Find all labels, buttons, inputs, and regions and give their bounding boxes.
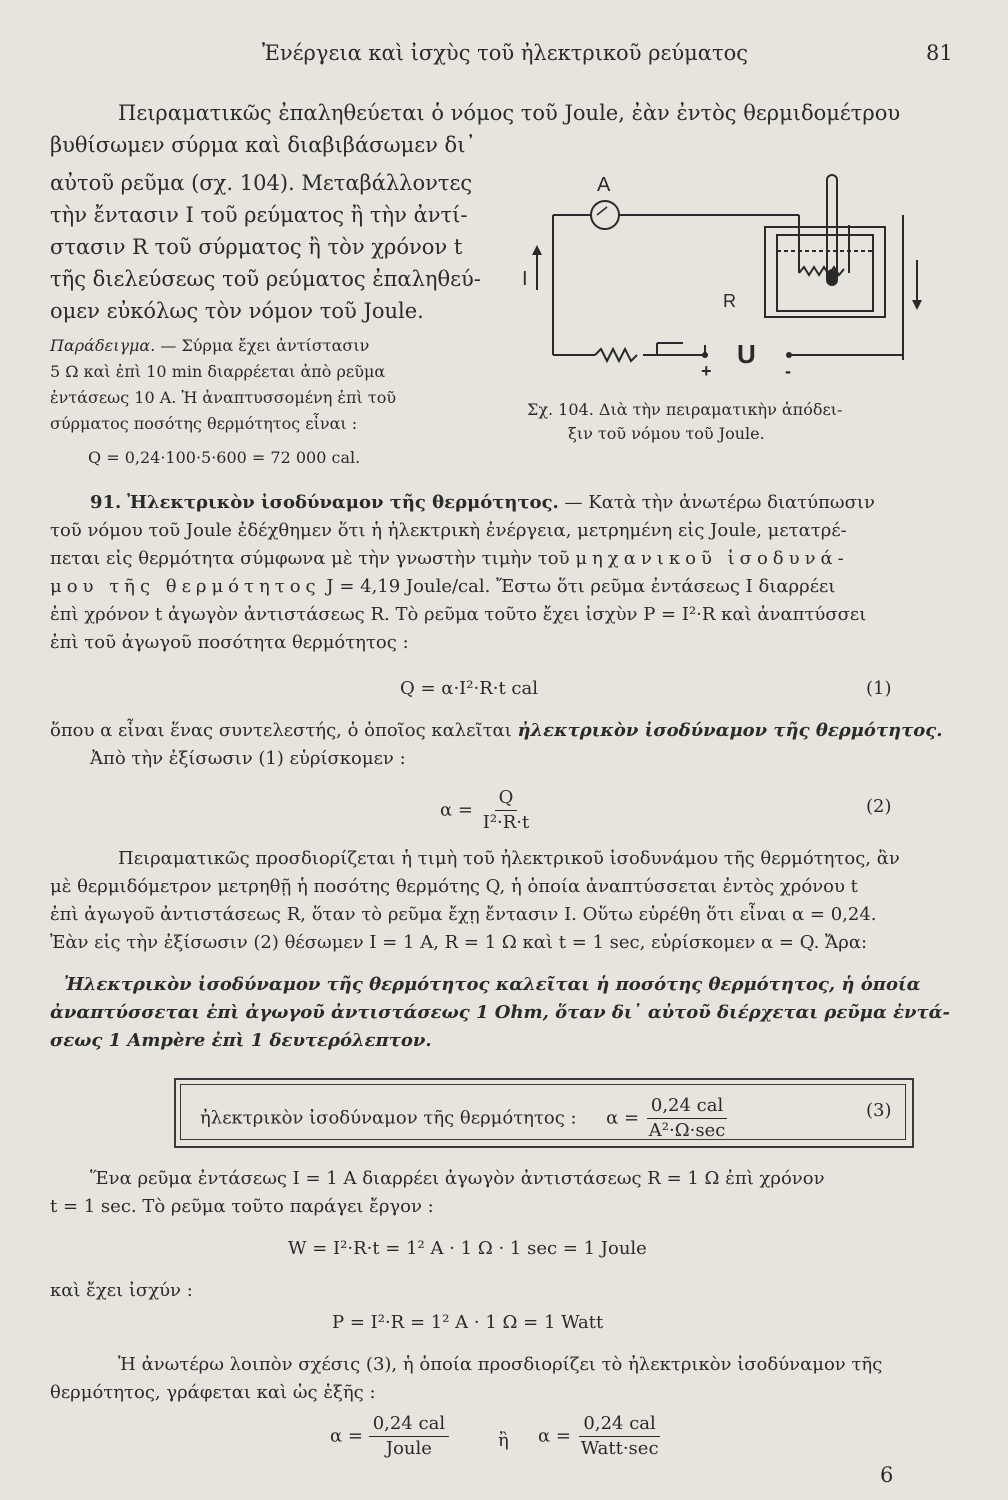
definition-line-1: Ἠλεκτρικὸν ἰσοδύναμον τῆς θερμότητος καλεῖται ἡ ποσότης θερμότητος, ἡ ὁποία	[64, 974, 921, 995]
eq3-lhs: α =	[606, 1107, 640, 1129]
eq2-numerator: Q	[495, 786, 518, 811]
definition-line-2: ἀναπτύσσεται ἐπὶ ἀγωγοῦ ἀντιστάσεως 1 Ohm, ὅταν δι᾽ αὐτοῦ διέρχεται ρεῦμα ἐντά-	[50, 1002, 950, 1023]
figure-caption-2: ξιν τοῦ νόμου τοῦ Joule.	[568, 424, 765, 443]
equation-3-number: (3)	[866, 1100, 892, 1121]
voltage-label: U	[737, 339, 756, 369]
section-line-4-text: J = 4,19 Joule/cal. Ἔστω ὅτι ρεῦμα ἐντάσεως I διαρρέει	[326, 576, 836, 597]
signature-mark: 6	[880, 1463, 894, 1487]
section-line-3-text: πεται εἰς θερμότητα σύμφωνα μὲ τὴν γνωστὴν τιμὴν τοῦ	[50, 548, 570, 569]
example-formula: Q = 0,24·100·5·600 = 72 000 cal.	[88, 448, 361, 467]
para2-line-3: ἐπὶ ἀγωγοῦ ἀντιστάσεως R, ὅταν τὸ ρεῦμα ἔχῃ ἔντασιν I. Οὕτω εὑρέθη ὅτι εἶναι α = 0,24.	[50, 904, 877, 925]
current-label: I	[522, 268, 528, 290]
eq2-lhs: α =	[440, 799, 473, 821]
ammeter-needle	[597, 207, 607, 215]
para3-line-2: t = 1 sec. Τὸ ρεῦμα τοῦτο παράγει ἔργον :	[50, 1196, 434, 1217]
definition-line-3: σεως 1 Ampère ἐπὶ 1 δευτερόλεπτον.	[50, 1030, 432, 1051]
power-intro: καὶ ἔχει ἰσχύν :	[50, 1280, 193, 1301]
section-line-1: — Κατὰ τὴν ἀνωτέρω διατύπωσιν	[564, 492, 875, 513]
equation-2	[440, 786, 533, 835]
intro-line-5: στασιν R τοῦ σύρματος ἢ τὸν χρόνον t	[50, 235, 463, 259]
after-eq1-text: ὅπου α εἶναι ἕνας συντελεστής, ὁ ὁποῖος καλεῖται	[50, 720, 512, 741]
arrow-head-up	[532, 245, 542, 255]
section-line-4	[50, 574, 835, 600]
intro-line-6: τῆς διελεύσεως τοῦ ρεύματος ἐπαληθεύ-	[50, 267, 481, 291]
intro-line-1: Πειραματικῶς ἐπαληθεύεται ὁ νόμος τοῦ Joule, ἐὰν ἐντὸς θερμιδομέτρου	[118, 101, 901, 125]
example-line-4: σύρματος ποσότης θερμότητος εἶναι :	[50, 414, 358, 433]
circuit-diagram	[505, 165, 935, 395]
final-denominator-2: Watt·sec	[580, 1438, 659, 1459]
intro-line-3: αὐτοῦ ρεῦμα (σχ. 104). Μεταβάλλοντες	[50, 171, 473, 195]
section-heading-line	[90, 490, 875, 516]
final-lhs-1: α =	[330, 1425, 363, 1447]
final-numerator-1: 0,24 cal	[369, 1412, 449, 1437]
after-eq1-line-2: Ἀπὸ τὴν ἐξίσωσιν (1) εὑρίσκομεν :	[90, 748, 406, 769]
section-line-2: τοῦ νόμου τοῦ Joule ἐδέχθημεν ὅτι ἡ ἠλεκτρικὴ ἐνέργεια, μετρημένη εἰς Joule, μετατρέ-	[50, 520, 847, 541]
para4-line-1: Ἡ ἀνωτέρω λοιπὸν σχέσις (3), ἡ ὁποία προσδιορίζει τὸ ἠλεκτρικὸν ἰσοδύναμον τῆς	[118, 1354, 883, 1375]
example-line-1	[50, 334, 369, 358]
para2-line-1: Πειραματικῶς προσδιορίζεται ἡ τιμὴ τοῦ ἠλεκτρικοῦ ἰσοδυνάμου τῆς θερμότητος, ἂν	[118, 848, 900, 869]
eq2-fraction	[479, 786, 534, 835]
example-label: Παράδειγμα.	[50, 336, 156, 355]
figure-caption-1: Σχ. 104. Διὰ τὴν πειραματικὴν ἀπόδει-	[527, 400, 843, 419]
calorimeter-outer	[765, 227, 885, 317]
intro-line-4: τὴν ἔντασιν I τοῦ ρεύματος ἢ τὴν ἀντί-	[50, 203, 468, 227]
eq3-fraction	[645, 1094, 730, 1143]
example-line-2: 5 Ω καὶ ἐπὶ 10 min διαρρέεται ἀπὸ ρεῦμα	[50, 362, 386, 381]
section-spaced-term-2: μου τῆς θερμότητος	[50, 576, 321, 597]
ammeter-label: A	[597, 174, 611, 196]
para2-line-4: Ἐὰν εἰς τὴν ἐξίσωσιν (2) θέσωμεν I = 1 A, R = 1 Ω καὶ t = 1 sec, εὑρίσκομεν α = Q. Ἄρα:	[50, 932, 868, 953]
ammeter-symbol	[591, 201, 619, 229]
section-number: 91.	[90, 492, 122, 513]
eq2-denominator: I²·R·t	[482, 812, 530, 833]
para2-line-2: μὲ θερμιδόμετρον μετρηθῇ ἡ ποσότης θερμότης Q, ἡ ὁποία ἀναπτύσσεται ἐντὸς χρόνου t	[50, 876, 858, 897]
section-spaced-term-1: μηχανικοῦ ἰσοδυνά-	[575, 548, 849, 569]
example-text-1: — Σύρμα ἔχει ἀντίστασιν	[160, 336, 370, 355]
eq3-denominator: A²·Ω·sec	[648, 1120, 726, 1141]
final-denominator-1: Joule	[385, 1438, 432, 1459]
power-equation: P = I²·R = 1² A · 1 Ω = 1 Watt	[332, 1312, 604, 1333]
final-numerator-2: 0,24 cal	[579, 1412, 659, 1437]
equation-2-number: (2)	[866, 796, 892, 817]
resistor-label: R	[723, 291, 736, 311]
final-lhs-2: α =	[538, 1425, 571, 1447]
term-electrical-equivalent: ἠλεκτρικὸν ἰσοδύναμον τῆς θερμότητος.	[517, 720, 943, 741]
terminal-plus	[702, 352, 708, 358]
or-word: ἢ	[498, 1430, 509, 1451]
equation-1-number: (1)	[866, 678, 892, 699]
para4-line-2: θερμότητος, γράφεται καὶ ὡς ἑξῆς :	[50, 1382, 376, 1403]
section-title: Ἠλεκτρικὸν ἰσοδύναμον τῆς θερμότητος.	[127, 492, 559, 513]
work-equation: W = I²·R·t = 1² A · 1 Ω · 1 sec = 1 Joule	[288, 1238, 647, 1259]
final-equation-2	[538, 1412, 663, 1461]
section-line-5: ἐπὶ χρόνον t ἀγωγὸν ἀντιστάσεως R. Τὸ ρεῦμα τοῦτο ἔχει ἰσχὺν P = I²·R καὶ ἀναπτύσσει	[50, 604, 867, 625]
intro-line-2: βυθίσωμεν σύρμα καὶ διαβιβάσωμεν δι᾽	[50, 133, 476, 157]
final-fraction-2	[577, 1412, 663, 1461]
thermometer-bulb	[826, 269, 838, 285]
arrow-head-down	[912, 300, 922, 310]
after-eq1-line-1	[50, 718, 942, 744]
section-line-6: ἐπὶ τοῦ ἀγωγοῦ ποσότητα θερμότητος :	[50, 632, 409, 653]
equation-1: Q = α·I²·R·t cal	[400, 678, 539, 699]
terminal-minus	[786, 352, 792, 358]
intro-line-7: ομεν εὐκόλως τὸν νόμον τοῦ Joule.	[50, 299, 424, 323]
eq3-label: ἠλεκτρικὸν ἰσοδύναμον τῆς θερμότητος :	[200, 1107, 577, 1129]
equation-3	[200, 1094, 729, 1143]
minus-label: -	[785, 361, 791, 381]
para3-line-1: Ἕνα ρεῦμα ἐντάσεως I = 1 A διαρρέει ἀγωγὸν ἀντιστάσεως R = 1 Ω ἐπὶ χρόνον	[90, 1168, 825, 1189]
example-line-3: ἐντάσεως 10 A. Ἡ ἀναπτυσσομένη ἐπὶ τοῦ	[50, 388, 397, 407]
calorimeter-inner	[777, 235, 873, 311]
final-equation-1	[330, 1412, 449, 1461]
plus-label: +	[701, 361, 712, 381]
final-fraction-1	[369, 1412, 449, 1461]
running-title: Ἐνέργεια καὶ ἰσχὺς τοῦ ἠλεκτρικοῦ ρεύματος	[262, 41, 748, 65]
rheostat-symbol	[595, 349, 637, 361]
section-line-3	[50, 546, 849, 572]
page-number: 81	[926, 41, 953, 65]
eq3-numerator: 0,24 cal	[647, 1094, 727, 1119]
